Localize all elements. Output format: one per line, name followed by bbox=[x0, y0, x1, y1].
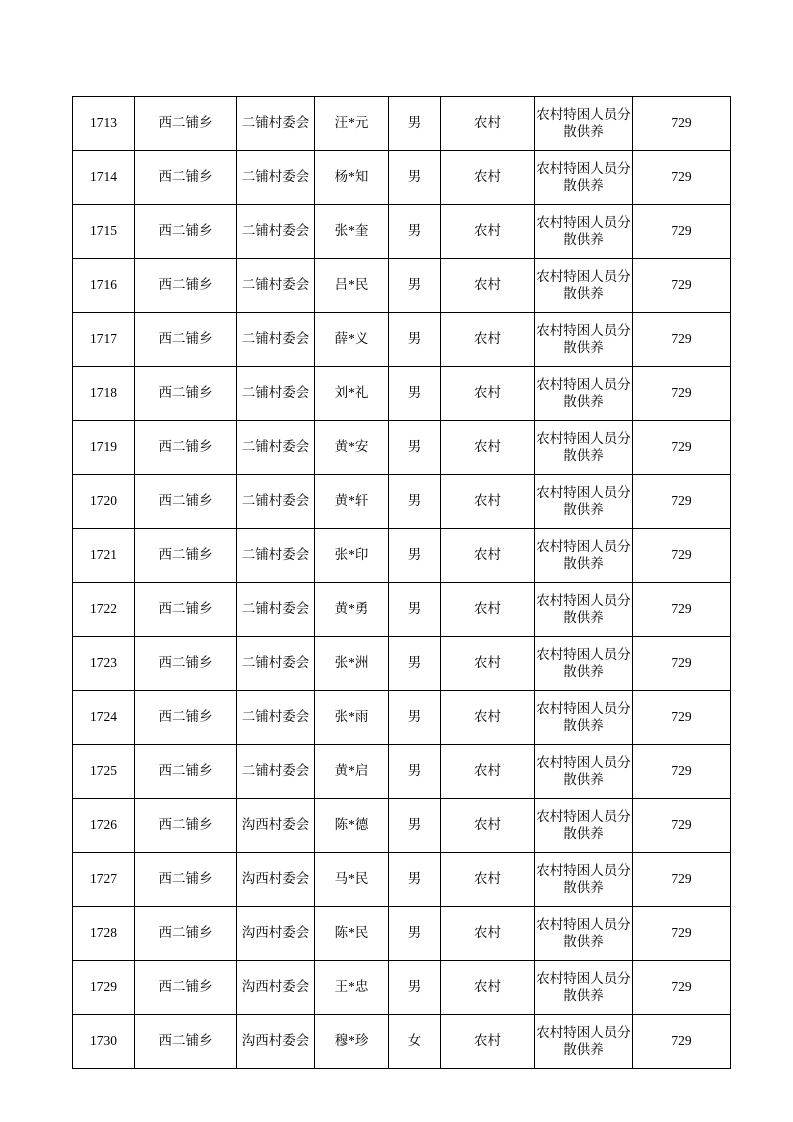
row-sex: 男 bbox=[389, 799, 441, 853]
row-assistance-category: 农村特困人员分散供养 bbox=[535, 151, 633, 205]
row-village: 二铺村委会 bbox=[237, 313, 315, 367]
row-amount: 729 bbox=[633, 853, 731, 907]
row-name: 薛*义 bbox=[315, 313, 389, 367]
row-household-type: 农村 bbox=[441, 583, 535, 637]
row-sex: 男 bbox=[389, 745, 441, 799]
row-assistance-category: 农村特困人员分散供养 bbox=[535, 367, 633, 421]
row-household-type: 农村 bbox=[441, 961, 535, 1015]
row-id: 1726 bbox=[73, 799, 135, 853]
row-id: 1713 bbox=[73, 97, 135, 151]
row-amount: 729 bbox=[633, 205, 731, 259]
row-name: 张*印 bbox=[315, 529, 389, 583]
row-household-type: 农村 bbox=[441, 799, 535, 853]
row-sex: 男 bbox=[389, 421, 441, 475]
row-assistance-category: 农村特困人员分散供养 bbox=[535, 97, 633, 151]
row-name: 汪*元 bbox=[315, 97, 389, 151]
row-amount: 729 bbox=[633, 799, 731, 853]
row-household-type: 农村 bbox=[441, 691, 535, 745]
row-village: 二铺村委会 bbox=[237, 259, 315, 313]
row-town: 西二铺乡 bbox=[135, 313, 237, 367]
row-village: 沟西村委会 bbox=[237, 799, 315, 853]
row-village: 沟西村委会 bbox=[237, 853, 315, 907]
row-sex: 男 bbox=[389, 367, 441, 421]
row-amount: 729 bbox=[633, 961, 731, 1015]
row-village: 二铺村委会 bbox=[237, 97, 315, 151]
table-row bbox=[73, 637, 731, 691]
row-assistance-category: 农村特困人员分散供养 bbox=[535, 853, 633, 907]
row-amount: 729 bbox=[633, 259, 731, 313]
row-village: 二铺村委会 bbox=[237, 529, 315, 583]
row-id: 1728 bbox=[73, 907, 135, 961]
row-assistance-category: 农村特困人员分散供养 bbox=[535, 529, 633, 583]
row-amount: 729 bbox=[633, 637, 731, 691]
row-id: 1717 bbox=[73, 313, 135, 367]
row-town: 西二铺乡 bbox=[135, 97, 237, 151]
row-name: 马*民 bbox=[315, 853, 389, 907]
row-town: 西二铺乡 bbox=[135, 475, 237, 529]
row-household-type: 农村 bbox=[441, 205, 535, 259]
row-assistance-category: 农村特困人员分散供养 bbox=[535, 691, 633, 745]
table-row bbox=[73, 529, 731, 583]
row-name: 杨*知 bbox=[315, 151, 389, 205]
row-town: 西二铺乡 bbox=[135, 799, 237, 853]
row-name: 王*忠 bbox=[315, 961, 389, 1015]
assistance-roster-table bbox=[72, 96, 731, 1069]
row-id: 1724 bbox=[73, 691, 135, 745]
row-id: 1720 bbox=[73, 475, 135, 529]
row-town: 西二铺乡 bbox=[135, 259, 237, 313]
table-row bbox=[73, 907, 731, 961]
row-sex: 男 bbox=[389, 529, 441, 583]
table-row bbox=[73, 475, 731, 529]
row-sex: 男 bbox=[389, 907, 441, 961]
row-name: 陈*民 bbox=[315, 907, 389, 961]
row-assistance-category: 农村特困人员分散供养 bbox=[535, 745, 633, 799]
row-village: 二铺村委会 bbox=[237, 583, 315, 637]
table-row bbox=[73, 1015, 731, 1069]
row-id: 1716 bbox=[73, 259, 135, 313]
row-assistance-category: 农村特困人员分散供养 bbox=[535, 961, 633, 1015]
table-row bbox=[73, 853, 731, 907]
table-row bbox=[73, 799, 731, 853]
row-household-type: 农村 bbox=[441, 907, 535, 961]
row-name: 陈*德 bbox=[315, 799, 389, 853]
row-town: 西二铺乡 bbox=[135, 583, 237, 637]
row-amount: 729 bbox=[633, 313, 731, 367]
row-id: 1727 bbox=[73, 853, 135, 907]
row-id: 1718 bbox=[73, 367, 135, 421]
row-sex: 男 bbox=[389, 205, 441, 259]
row-amount: 729 bbox=[633, 97, 731, 151]
row-id: 1714 bbox=[73, 151, 135, 205]
row-household-type: 农村 bbox=[441, 475, 535, 529]
row-household-type: 农村 bbox=[441, 853, 535, 907]
row-name: 吕*民 bbox=[315, 259, 389, 313]
row-amount: 729 bbox=[633, 1015, 731, 1069]
row-sex: 男 bbox=[389, 97, 441, 151]
row-town: 西二铺乡 bbox=[135, 367, 237, 421]
row-name: 黄*勇 bbox=[315, 583, 389, 637]
row-town: 西二铺乡 bbox=[135, 637, 237, 691]
table-body bbox=[73, 97, 731, 1069]
row-sex: 男 bbox=[389, 313, 441, 367]
row-assistance-category: 农村特困人员分散供养 bbox=[535, 475, 633, 529]
row-assistance-category: 农村特困人员分散供养 bbox=[535, 637, 633, 691]
row-amount: 729 bbox=[633, 691, 731, 745]
table-row bbox=[73, 421, 731, 475]
row-sex: 女 bbox=[389, 1015, 441, 1069]
table-row bbox=[73, 691, 731, 745]
row-amount: 729 bbox=[633, 529, 731, 583]
row-household-type: 农村 bbox=[441, 313, 535, 367]
row-id: 1722 bbox=[73, 583, 135, 637]
row-village: 二铺村委会 bbox=[237, 475, 315, 529]
row-amount: 729 bbox=[633, 745, 731, 799]
row-household-type: 农村 bbox=[441, 637, 535, 691]
row-id: 1723 bbox=[73, 637, 135, 691]
table-row bbox=[73, 205, 731, 259]
row-household-type: 农村 bbox=[441, 367, 535, 421]
row-assistance-category: 农村特困人员分散供养 bbox=[535, 259, 633, 313]
table-row bbox=[73, 961, 731, 1015]
table-row bbox=[73, 583, 731, 637]
row-sex: 男 bbox=[389, 637, 441, 691]
row-town: 西二铺乡 bbox=[135, 421, 237, 475]
row-id: 1721 bbox=[73, 529, 135, 583]
row-sex: 男 bbox=[389, 691, 441, 745]
row-name: 穆*珍 bbox=[315, 1015, 389, 1069]
row-amount: 729 bbox=[633, 421, 731, 475]
row-assistance-category: 农村特困人员分散供养 bbox=[535, 583, 633, 637]
row-name: 张*奎 bbox=[315, 205, 389, 259]
row-village: 二铺村委会 bbox=[237, 637, 315, 691]
row-sex: 男 bbox=[389, 475, 441, 529]
row-town: 西二铺乡 bbox=[135, 529, 237, 583]
table-row bbox=[73, 259, 731, 313]
row-amount: 729 bbox=[633, 151, 731, 205]
table-row bbox=[73, 367, 731, 421]
row-village: 二铺村委会 bbox=[237, 151, 315, 205]
row-assistance-category: 农村特困人员分散供养 bbox=[535, 313, 633, 367]
row-amount: 729 bbox=[633, 583, 731, 637]
row-household-type: 农村 bbox=[441, 97, 535, 151]
row-town: 西二铺乡 bbox=[135, 691, 237, 745]
row-id: 1719 bbox=[73, 421, 135, 475]
row-village: 二铺村委会 bbox=[237, 367, 315, 421]
row-name: 张*雨 bbox=[315, 691, 389, 745]
row-sex: 男 bbox=[389, 151, 441, 205]
table-row bbox=[73, 745, 731, 799]
row-village: 沟西村委会 bbox=[237, 961, 315, 1015]
row-name: 黄*轩 bbox=[315, 475, 389, 529]
row-sex: 男 bbox=[389, 961, 441, 1015]
row-id: 1715 bbox=[73, 205, 135, 259]
table-row bbox=[73, 313, 731, 367]
row-town: 西二铺乡 bbox=[135, 907, 237, 961]
row-sex: 男 bbox=[389, 259, 441, 313]
row-town: 西二铺乡 bbox=[135, 151, 237, 205]
row-village: 二铺村委会 bbox=[237, 205, 315, 259]
row-household-type: 农村 bbox=[441, 529, 535, 583]
row-assistance-category: 农村特困人员分散供养 bbox=[535, 421, 633, 475]
row-village: 沟西村委会 bbox=[237, 907, 315, 961]
table-row bbox=[73, 97, 731, 151]
row-amount: 729 bbox=[633, 475, 731, 529]
row-town: 西二铺乡 bbox=[135, 205, 237, 259]
table-row bbox=[73, 151, 731, 205]
row-town: 西二铺乡 bbox=[135, 1015, 237, 1069]
row-town: 西二铺乡 bbox=[135, 745, 237, 799]
row-sex: 男 bbox=[389, 853, 441, 907]
row-household-type: 农村 bbox=[441, 745, 535, 799]
row-village: 二铺村委会 bbox=[237, 421, 315, 475]
row-household-type: 农村 bbox=[441, 1015, 535, 1069]
row-household-type: 农村 bbox=[441, 259, 535, 313]
row-name: 刘*礼 bbox=[315, 367, 389, 421]
row-household-type: 农村 bbox=[441, 421, 535, 475]
row-name: 张*洲 bbox=[315, 637, 389, 691]
row-village: 二铺村委会 bbox=[237, 745, 315, 799]
row-assistance-category: 农村特困人员分散供养 bbox=[535, 205, 633, 259]
row-id: 1725 bbox=[73, 745, 135, 799]
row-amount: 729 bbox=[633, 907, 731, 961]
row-town: 西二铺乡 bbox=[135, 853, 237, 907]
row-id: 1729 bbox=[73, 961, 135, 1015]
row-id: 1730 bbox=[73, 1015, 135, 1069]
row-name: 黄*启 bbox=[315, 745, 389, 799]
row-assistance-category: 农村特困人员分散供养 bbox=[535, 1015, 633, 1069]
row-assistance-category: 农村特困人员分散供养 bbox=[535, 907, 633, 961]
row-household-type: 农村 bbox=[441, 151, 535, 205]
row-assistance-category: 农村特困人员分散供养 bbox=[535, 799, 633, 853]
row-amount: 729 bbox=[633, 367, 731, 421]
row-village: 二铺村委会 bbox=[237, 691, 315, 745]
row-town: 西二铺乡 bbox=[135, 961, 237, 1015]
row-village: 沟西村委会 bbox=[237, 1015, 315, 1069]
row-name: 黄*安 bbox=[315, 421, 389, 475]
row-sex: 男 bbox=[389, 583, 441, 637]
